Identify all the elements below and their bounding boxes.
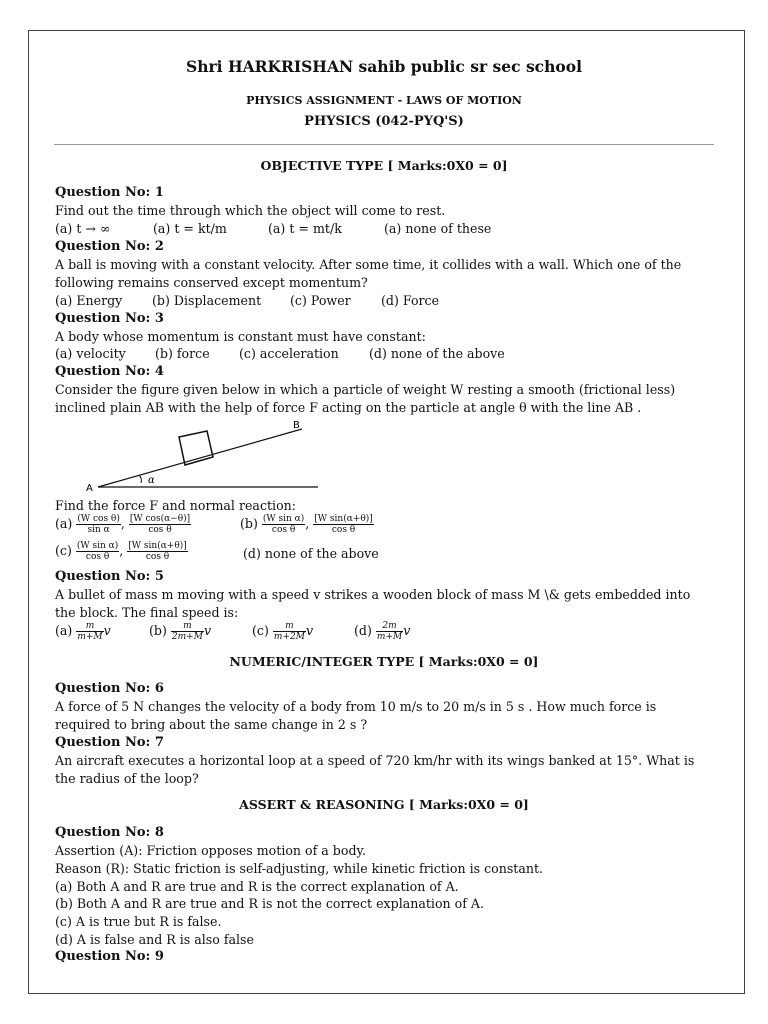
question-5-label: Question No: 5	[55, 569, 164, 584]
numerator: (W sin α)	[262, 514, 305, 524]
assignment-title: PHYSICS ASSIGNMENT - LAWS OF MOTION	[246, 94, 522, 107]
option-label: (a)	[55, 623, 73, 638]
numerator: m	[171, 621, 204, 632]
fraction	[127, 541, 188, 562]
section-objective: OBJECTIVE TYPE [ Marks:0X0 = 0]	[260, 158, 508, 173]
option-label: (d)	[354, 623, 372, 638]
block	[179, 431, 213, 465]
question-5-text-line-1: A bullet of mass m moving with a speed v strikes a wooden block of mass M \& gets embedded into	[55, 587, 691, 602]
question-9-label: Question No: 9	[55, 949, 164, 964]
velocity-symbol: v	[305, 623, 314, 638]
fraction	[171, 621, 204, 642]
numerator: (W sin α)	[76, 541, 119, 551]
option-a-label: (a)	[55, 516, 73, 531]
question-7-text-line-1: An aircraft executes a horizontal loop at a speed of 720 km/hr with its wings banked at 15°. What is	[55, 753, 695, 768]
question-2-option-c: (c) Power	[290, 293, 351, 308]
header-divider	[54, 144, 714, 145]
denominator: cos θ	[271, 525, 296, 535]
numerator: [W cos(α−θ)]	[129, 514, 191, 524]
question-4-ask: Find the force F and normal reaction:	[55, 498, 297, 513]
question-2-option-b: (b) Displacement	[152, 293, 262, 308]
subject-title: PHYSICS (042-PYQ'S)	[304, 114, 464, 129]
numerator: m	[273, 621, 306, 632]
question-6-text-line-2: required to bring about the same change in 2 s ?	[55, 717, 368, 732]
question-3-option-d: (d) none of the above	[369, 346, 505, 361]
numerator: [W sin(α+θ)]	[128, 541, 187, 551]
question-4-option-d: (d) none of the above	[243, 546, 379, 561]
question-8-line: (a) Both A and R are true and R is the correct explanation of A.	[55, 879, 459, 894]
velocity-symbol: v	[203, 623, 212, 638]
question-3-option-b: (b) force	[155, 346, 210, 361]
question-8-line: (d) A is false and R is also false	[55, 932, 254, 947]
fraction	[313, 514, 374, 535]
question-8-line: (b) Both A and R are true and R is not the correct explanation of A.	[55, 896, 484, 911]
question-5-option-a	[55, 621, 111, 642]
fraction	[262, 514, 305, 535]
question-3-option-c: (c) acceleration	[239, 346, 339, 361]
denominator: m+2M	[273, 632, 305, 642]
question-6-text-line-1: A force of 5 N changes the velocity of a body from 10 m/s to 20 m/s in 5 s . How much force is	[55, 699, 657, 714]
incline-line	[98, 429, 302, 487]
question-4-text-line-2: inclined plain AB with the help of force F acting on the particle at angle θ with the line AB .	[55, 400, 642, 415]
option-label: (b)	[149, 623, 167, 638]
denominator: m+M	[376, 632, 403, 642]
question-7-label: Question No: 7	[55, 735, 164, 750]
label-b: B	[293, 420, 300, 431]
question-4-option-c: (c) $\frac{\text{(W sin α)}}{\text{cos θ}}$ , $\frac{\text{[W sin(α+θ)]}}{\text{cos θ}}$	[55, 541, 187, 562]
section-assert: ASSERT & REASONING [ Marks:0X0 = 0]	[239, 797, 529, 812]
angle-arc	[139, 475, 141, 483]
question-1-option-4: (a) none of these	[384, 221, 492, 236]
question-5-text-line-2: the block. The final speed is:	[55, 605, 239, 620]
denominator: cos θ	[148, 525, 172, 535]
question-1-option-3: (a) t = mt/k	[268, 221, 342, 236]
label-a: A	[86, 483, 93, 494]
question-2-text-line-2: following remains conserved except momentum?	[55, 275, 368, 290]
option-b-label: (b)	[240, 516, 258, 531]
denominator: m+M	[77, 632, 103, 642]
question-5-option-c	[252, 621, 313, 642]
question-8-label: Question No: 8	[55, 825, 164, 840]
question-1-option-2: (a) t = kt/m	[153, 221, 227, 236]
numerator: 2m	[376, 621, 403, 632]
question-2-label: Question No: 2	[55, 239, 164, 254]
fraction	[376, 621, 403, 642]
question-1-label: Question No: 1	[55, 185, 164, 200]
question-7-text-line-2: the radius of the loop?	[55, 771, 199, 786]
denominator: cos θ	[145, 552, 170, 562]
fraction	[129, 514, 191, 535]
denominator: cos θ	[331, 525, 356, 535]
school-name: Shri HARKRISHAN sahib public sr sec school	[186, 57, 582, 76]
velocity-symbol: v	[403, 623, 411, 638]
fraction	[76, 621, 103, 642]
numerator: m	[76, 621, 103, 632]
denominator: sin α	[87, 525, 110, 535]
question-1-option-1: (a) t → ∞	[55, 221, 111, 236]
question-1-text: Find out the time through which the object will come to rest.	[55, 203, 446, 218]
question-3-text: A body whose momentum is constant must have constant:	[55, 329, 426, 344]
fraction	[76, 514, 121, 535]
numerator: [W sin(α+θ)]	[314, 514, 373, 524]
label-alpha: α	[148, 475, 155, 486]
section-numeric: NUMERIC/INTEGER TYPE [ Marks:0X0 = 0]	[229, 654, 539, 669]
option-label: (c)	[252, 623, 269, 638]
question-5-option-b	[149, 621, 211, 642]
option-c-label: (c)	[55, 543, 72, 558]
question-6-label: Question No: 6	[55, 681, 164, 696]
question-4-option-a: (a) $\frac{\text{(W cos θ)}}{\text{sin α}}$ , $\frac{\text{[W cos(α−θ)]}}{\text{cos θ}}$	[55, 514, 191, 535]
denominator: 2m+M	[171, 632, 203, 642]
velocity-symbol: v	[103, 623, 111, 638]
denominator: cos θ	[85, 552, 110, 562]
question-8-line: (c) A is true but R is false.	[55, 914, 222, 929]
question-2-option-d: (d) Force	[381, 293, 440, 308]
question-8-line: Reason (R): Static friction is self-adjusting, while kinetic friction is constant.	[55, 861, 544, 876]
question-4-option-b: (b) $\frac{\text{(W sin α)}}{\text{cos θ}}$ , $\frac{\text{[W sin(α+θ)]}}{\text{cos θ}}$	[240, 514, 373, 535]
question-2-text-line-1: A ball is moving with a constant velocity. After some time, it collides with a wall. Which one of the	[55, 257, 682, 272]
question-3-label: Question No: 3	[55, 311, 164, 326]
fraction	[76, 541, 119, 562]
question-8-line: Assertion (A): Friction opposes motion of a body.	[55, 843, 366, 858]
inclined-plane-figure	[80, 414, 330, 496]
question-3-option-a: (a) velocity	[55, 346, 126, 361]
numerator: (W cos θ)	[77, 514, 120, 524]
question-4-text-line-1: Consider the figure given below in which a particle of weight W resting a smooth (frictional less)	[55, 382, 676, 397]
question-4-label: Question No: 4	[55, 364, 164, 379]
fraction	[273, 621, 306, 642]
question-5-option-d	[354, 621, 410, 642]
question-2-option-a: (a) Energy	[55, 293, 123, 308]
